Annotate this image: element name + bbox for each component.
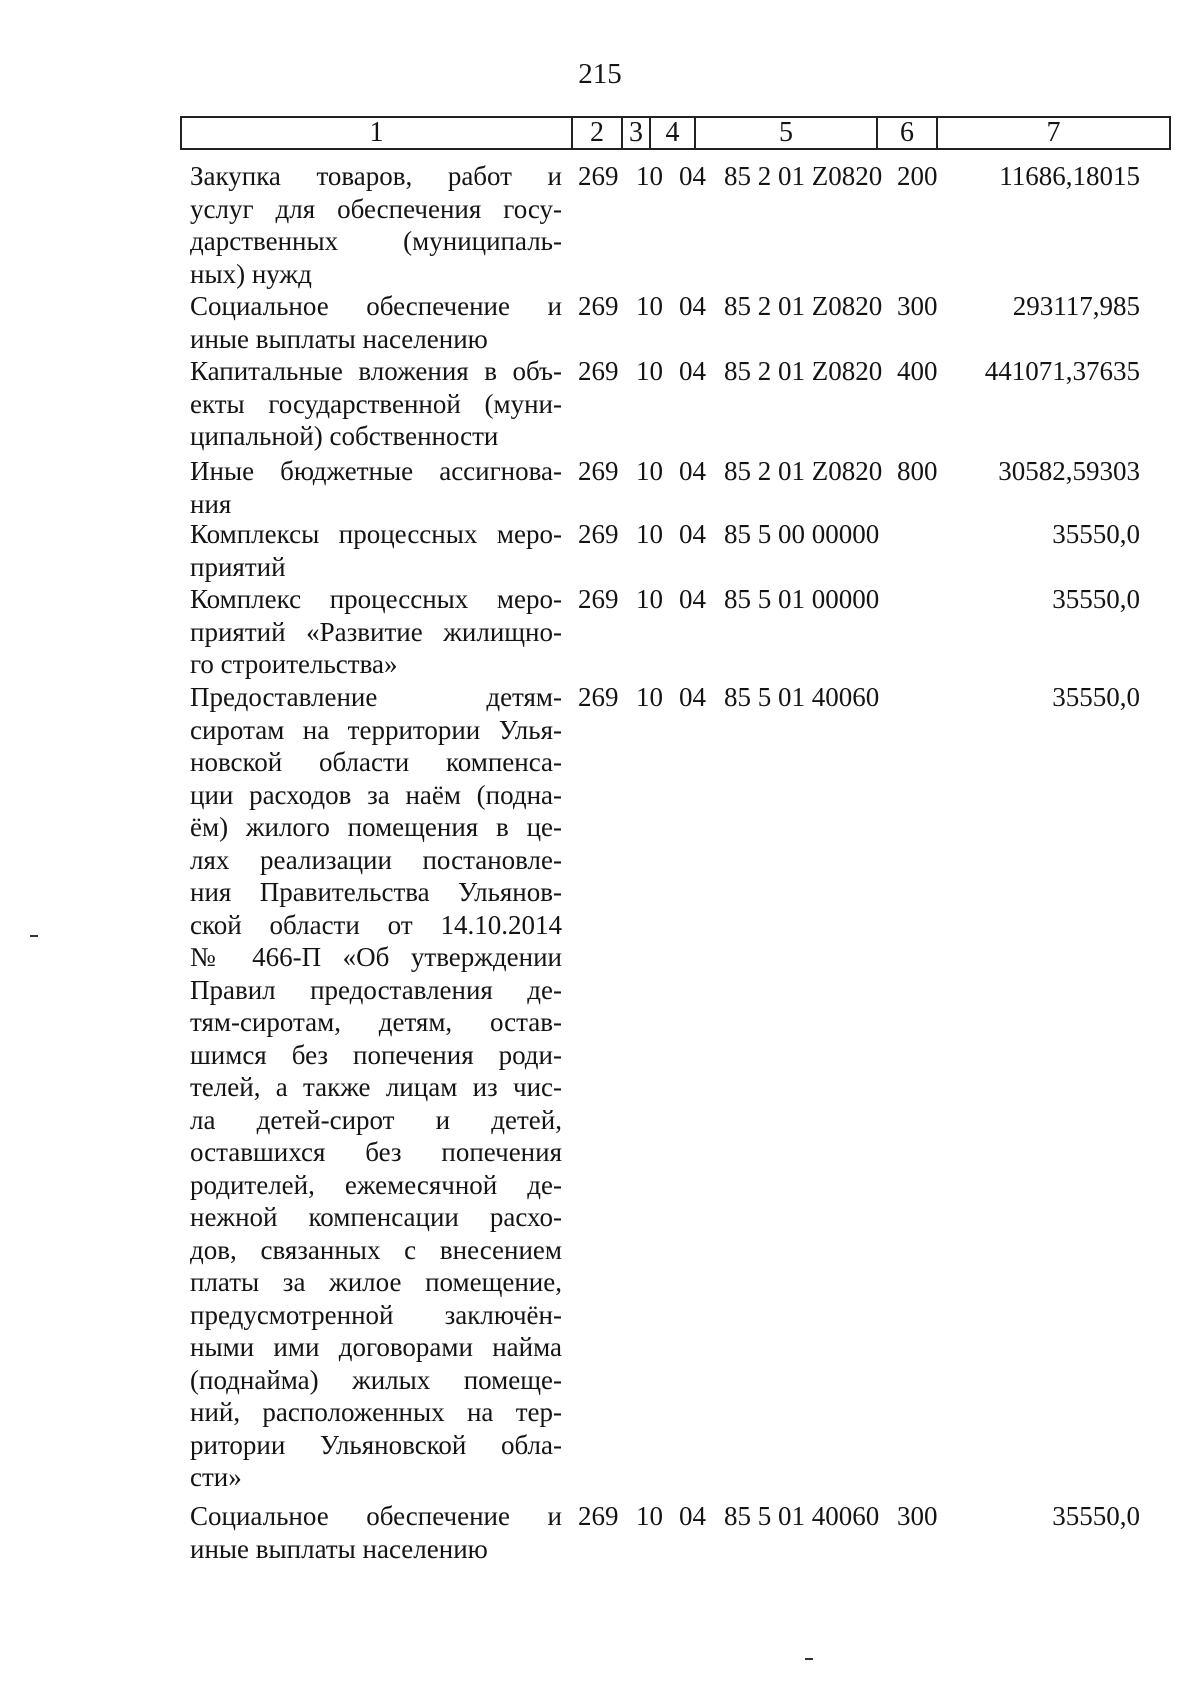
cell-ministry-code: 269 xyxy=(578,456,619,486)
cell-amount: 293117,985 xyxy=(1012,291,1140,321)
row-description xyxy=(190,290,562,355)
cell-subsection: 04 xyxy=(679,291,706,321)
description-line: ния Правительства Ульянов- xyxy=(190,877,562,907)
cell-expense-type: 300 xyxy=(897,291,938,321)
header-cell-6: 6 xyxy=(876,118,936,148)
cell-amount: 35550,0 xyxy=(1052,1501,1140,1531)
cell-section: 10 xyxy=(636,584,663,614)
cell-section: 10 xyxy=(636,1501,663,1531)
description-line: ний, расположенных на тер- xyxy=(190,1397,562,1427)
cell-expense-type: 800 xyxy=(897,456,938,486)
description-line: ской области от 14.10.2014 xyxy=(190,909,562,940)
cell-subsection: 04 xyxy=(679,1501,706,1531)
description-line: ритории Ульяновской обла- xyxy=(190,1429,562,1460)
row-description xyxy=(190,518,562,583)
header-cell-2: 2 xyxy=(571,118,621,148)
description-line: ём) жилого помещения в це- xyxy=(190,812,562,842)
row-description xyxy=(190,1500,562,1565)
page-number: 215 xyxy=(578,58,622,90)
description-line: телей, а также лицам из чис- xyxy=(190,1072,562,1102)
description-line: дов, связанных с внесением xyxy=(190,1234,562,1265)
description-line: услуг для обеспечения госу- xyxy=(190,193,562,224)
description-line: сти» xyxy=(190,1462,242,1492)
cell-amount: 30582,59303 xyxy=(998,456,1140,486)
cell-amount: 35550,0 xyxy=(1052,519,1140,549)
row-description xyxy=(190,583,562,681)
description-line: приятий xyxy=(190,551,286,582)
cell-target-article: 85 2 01 Z0820 xyxy=(724,161,883,191)
description-line: лях реализации постановле- xyxy=(190,844,562,875)
description-line: нежной компенсации расхо- xyxy=(190,1202,562,1232)
description-line: родителей, ежемесячной де- xyxy=(190,1169,562,1200)
cell-ministry-code: 269 xyxy=(578,519,619,549)
header-cell-1: 1 xyxy=(369,117,384,148)
row-description xyxy=(190,681,562,1494)
row-description xyxy=(190,355,562,453)
description-line: екты государственной (муни- xyxy=(190,388,562,419)
description-line: Капитальные вложения в объ- xyxy=(190,356,562,386)
cell-target-article: 85 5 00 00000 xyxy=(724,519,880,549)
cell-ministry-code: 269 xyxy=(578,584,619,614)
header-cell-7: 7 xyxy=(936,118,1169,148)
description-line: № 466-П «Об утверждении xyxy=(190,942,562,972)
cell-subsection: 04 xyxy=(679,519,706,549)
description-line: го строительства» xyxy=(190,649,398,679)
header-cell-3: 3 xyxy=(621,118,649,148)
description-line: новской области компенса- xyxy=(190,747,562,777)
cell-section: 10 xyxy=(636,161,663,191)
scan-mark xyxy=(30,935,38,937)
header-cell-4: 4 xyxy=(649,118,694,148)
description-line: Иные бюджетные ассигнова- xyxy=(190,456,562,486)
cell-section: 10 xyxy=(636,519,663,549)
cell-subsection: 04 xyxy=(679,584,706,614)
description-line: ла детей-сирот и детей, xyxy=(190,1104,562,1135)
description-line: предусмотренной заключён- xyxy=(190,1299,562,1330)
description-line: ных) нужд xyxy=(190,258,312,289)
description-line: (поднайма) жилых помеще- xyxy=(190,1364,562,1395)
description-line: Комплекс процессных меро- xyxy=(190,584,562,614)
description-line: иные выплаты населению xyxy=(190,1533,488,1564)
cell-target-article: 85 5 01 00000 xyxy=(724,584,880,614)
description-line: Предоставление детям- xyxy=(190,682,562,712)
cell-subsection: 04 xyxy=(679,356,706,386)
row-description xyxy=(190,455,562,520)
cell-amount: 11686,18015 xyxy=(999,161,1140,191)
description-line: дарственных (муниципаль- xyxy=(190,226,562,256)
cell-target-article: 85 5 01 40060 xyxy=(724,1501,880,1531)
cell-section: 10 xyxy=(636,456,663,486)
description-line: приятий «Развитие жилищно- xyxy=(190,616,562,647)
description-line: Социальное обеспечение и xyxy=(190,1501,562,1531)
description-line: Комплексы процессных меро- xyxy=(190,519,562,549)
cell-ministry-code: 269 xyxy=(578,356,619,386)
description-line: тям-сиротам, детям, остав- xyxy=(190,1007,562,1037)
cell-amount: 35550,0 xyxy=(1052,584,1140,614)
cell-ministry-code: 269 xyxy=(578,682,619,712)
description-line: ния xyxy=(190,488,232,519)
scan-mark xyxy=(805,1658,813,1660)
cell-subsection: 04 xyxy=(679,456,706,486)
cell-ministry-code: 269 xyxy=(578,291,619,321)
description-line: Социальное обеспечение и xyxy=(190,291,562,321)
header-cell-5: 5 xyxy=(694,118,876,148)
description-line: ципальной) собственности xyxy=(190,421,499,451)
description-line: иные выплаты населению xyxy=(190,323,488,354)
cell-section: 10 xyxy=(636,682,663,712)
cell-expense-type: 300 xyxy=(897,1501,938,1531)
cell-ministry-code: 269 xyxy=(578,161,619,191)
description-line: платы за жилое помещение, xyxy=(190,1267,562,1297)
cell-target-article: 85 5 01 40060 xyxy=(724,682,880,712)
description-line: сиротам на территории Улья- xyxy=(190,714,562,745)
description-line: Закупка товаров, работ и xyxy=(190,161,562,191)
cell-ministry-code: 269 xyxy=(578,1501,619,1531)
row-description xyxy=(190,160,562,290)
description-line: оставшихся без попечения xyxy=(190,1137,562,1167)
cell-subsection: 04 xyxy=(679,682,706,712)
cell-amount: 441071,37635 xyxy=(984,356,1140,386)
cell-target-article: 85 2 01 Z0820 xyxy=(724,356,883,386)
cell-target-article: 85 2 01 Z0820 xyxy=(724,456,883,486)
cell-amount: 35550,0 xyxy=(1052,682,1140,712)
cell-section: 10 xyxy=(636,291,663,321)
cell-expense-type: 400 xyxy=(897,356,938,386)
description-line: ции расходов за наём (подна- xyxy=(190,779,562,810)
cell-subsection: 04 xyxy=(679,161,706,191)
cell-expense-type: 200 xyxy=(897,161,938,191)
cell-section: 10 xyxy=(636,356,663,386)
description-line: шимся без попечения роди- xyxy=(190,1039,562,1070)
description-line: Правил предоставления де- xyxy=(190,974,562,1005)
description-line: ными ими договорами найма xyxy=(190,1332,562,1362)
cell-target-article: 85 2 01 Z0820 xyxy=(724,291,883,321)
table-header-row xyxy=(180,116,1171,150)
